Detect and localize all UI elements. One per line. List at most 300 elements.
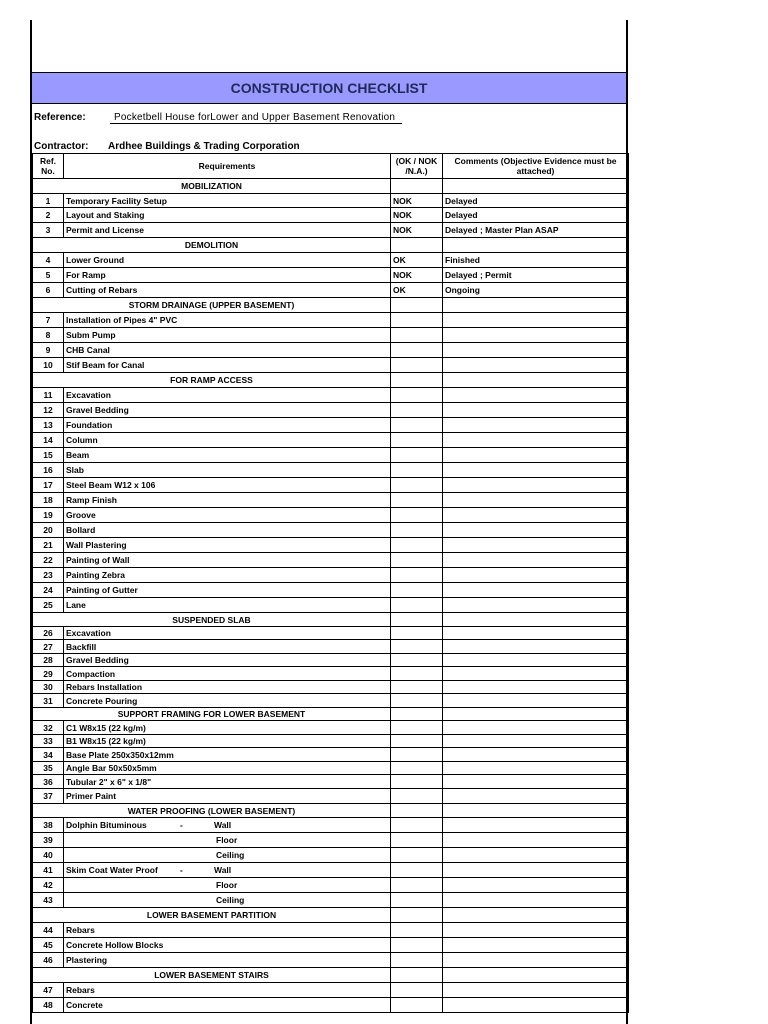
- comment-cell: [443, 627, 629, 640]
- requirement-cell: Compaction: [64, 667, 391, 681]
- table-row: [33, 667, 629, 681]
- comment-cell: [443, 568, 629, 583]
- comment-cell: [443, 328, 629, 343]
- status-cell: [391, 403, 443, 418]
- requirement-cell: Stif Beam for Canal: [64, 358, 391, 373]
- comment-cell: [443, 804, 629, 818]
- requirement-cell: Tubular 2" x 6" x 1/8": [64, 775, 391, 789]
- comment-cell: Delayed: [443, 208, 629, 223]
- section-label: DEMOLITION: [33, 238, 391, 253]
- requirement-cell: [64, 863, 391, 878]
- ref-no-cell: 1: [33, 194, 64, 208]
- table-row: [33, 268, 629, 283]
- comment-cell: [443, 681, 629, 694]
- comment-cell: [443, 388, 629, 403]
- ref-no-cell: 11: [33, 388, 64, 403]
- status-cell: [391, 640, 443, 654]
- ref-no-cell: 33: [33, 735, 64, 748]
- comment-cell: [443, 667, 629, 681]
- requirement-text: [66, 879, 180, 891]
- ref-no-cell: 31: [33, 694, 64, 708]
- requirement-separator: -: [180, 820, 183, 830]
- status-cell: [391, 613, 443, 627]
- requirement-cell: Excavation: [64, 388, 391, 403]
- section-row: [33, 298, 629, 313]
- requirement-cell: Concrete Pouring: [64, 694, 391, 708]
- status-cell: [391, 313, 443, 328]
- comment-cell: [443, 478, 629, 493]
- table-row: [33, 953, 629, 968]
- ref-no-cell: 19: [33, 508, 64, 523]
- ref-no-cell: 44: [33, 923, 64, 938]
- comment-cell: [443, 694, 629, 708]
- requirement-cell: Foundation: [64, 418, 391, 433]
- ref-no-cell: 14: [33, 433, 64, 448]
- comment-cell: [443, 538, 629, 553]
- ref-no-cell: 16: [33, 463, 64, 478]
- status-cell: [391, 804, 443, 818]
- ref-no-cell: 13: [33, 418, 64, 433]
- status-cell: [391, 694, 443, 708]
- comment-cell: [443, 298, 629, 313]
- section-label: STORM DRAINAGE (UPPER BASEMENT): [33, 298, 391, 313]
- requirement-cell: Temporary Facility Setup: [64, 194, 391, 208]
- ref-no-cell: 38: [33, 818, 64, 833]
- ref-no-cell: 22: [33, 553, 64, 568]
- ref-no-cell: 10: [33, 358, 64, 373]
- ref-no-cell: 18: [33, 493, 64, 508]
- requirement-subitem: Floor: [216, 835, 238, 845]
- header-requirements: Requirements: [64, 154, 391, 179]
- checklist-table: [32, 153, 629, 1013]
- section-label: WATER PROOFING (LOWER BASEMENT): [33, 804, 391, 818]
- requirement-cell: Cutting of Rebars: [64, 283, 391, 298]
- table-row: [33, 878, 629, 893]
- table-row: [33, 223, 629, 238]
- reference-value: Pocketbell House forLower and Upper Basement Renovation: [110, 112, 402, 124]
- checklist-body: [33, 179, 629, 1013]
- requirement-cell: Gravel Bedding: [64, 654, 391, 667]
- ref-no-cell: 20: [33, 523, 64, 538]
- ref-no-cell: 48: [33, 998, 64, 1013]
- status-cell: [391, 762, 443, 775]
- header-status: (OK / NOK /N.A.): [391, 154, 443, 179]
- status-cell: [391, 538, 443, 553]
- table-row: [33, 654, 629, 667]
- ref-no-cell: 47: [33, 983, 64, 998]
- status-cell: [391, 775, 443, 789]
- table-row: [33, 681, 629, 694]
- status-cell: [391, 418, 443, 433]
- requirement-cell: [64, 833, 391, 848]
- requirement-cell: Primer Paint: [64, 789, 391, 804]
- comment-cell: [443, 418, 629, 433]
- comment-cell: [443, 523, 629, 538]
- status-cell: [391, 508, 443, 523]
- comment-cell: Delayed: [443, 194, 629, 208]
- status-cell: [391, 735, 443, 748]
- status-cell: [391, 493, 443, 508]
- comment-cell: [443, 893, 629, 908]
- requirement-cell: Steel Beam W12 x 106: [64, 478, 391, 493]
- table-row: [33, 923, 629, 938]
- requirement-cell: Bollard: [64, 523, 391, 538]
- requirement-cell: [64, 893, 391, 908]
- table-row: [33, 418, 629, 433]
- requirement-cell: Groove: [64, 508, 391, 523]
- table-row: [33, 762, 629, 775]
- table-row: [33, 640, 629, 654]
- comment-cell: [443, 358, 629, 373]
- requirement-cell: [64, 878, 391, 893]
- table-row: [33, 343, 629, 358]
- requirement-cell: Installation of Pipes 4" PVC: [64, 313, 391, 328]
- comment-cell: [443, 818, 629, 833]
- requirement-cell: [64, 818, 391, 833]
- section-label: FOR RAMP ACCESS: [33, 373, 391, 388]
- comment-cell: Delayed ; Master Plan ASAP: [443, 223, 629, 238]
- table-row: [33, 313, 629, 328]
- ref-no-cell: 45: [33, 938, 64, 953]
- ref-no-cell: 8: [33, 328, 64, 343]
- requirement-cell: Slab: [64, 463, 391, 478]
- comment-cell: [443, 463, 629, 478]
- comment-cell: [443, 654, 629, 667]
- table-row: [33, 568, 629, 583]
- ref-no-cell: 17: [33, 478, 64, 493]
- comment-cell: [443, 938, 629, 953]
- table-row: [33, 433, 629, 448]
- status-cell: [391, 358, 443, 373]
- comment-cell: [443, 640, 629, 654]
- comment-cell: [443, 775, 629, 789]
- table-row: [33, 775, 629, 789]
- table-row: [33, 358, 629, 373]
- ref-no-cell: 25: [33, 598, 64, 613]
- comment-cell: [443, 863, 629, 878]
- requirement-cell: Painting Zebra: [64, 568, 391, 583]
- status-cell: [391, 388, 443, 403]
- ref-no-cell: 41: [33, 863, 64, 878]
- table-row: [33, 388, 629, 403]
- comment-cell: [443, 748, 629, 762]
- requirement-cell: Permit and License: [64, 223, 391, 238]
- reference-label: Reference:: [34, 112, 86, 123]
- status-cell: [391, 523, 443, 538]
- table-row: [33, 848, 629, 863]
- status-cell: [391, 373, 443, 388]
- requirement-cell: C1 W8x15 (22 kg/m): [64, 721, 391, 735]
- ref-no-cell: 24: [33, 583, 64, 598]
- status-cell: OK: [391, 283, 443, 298]
- requirement-cell: Layout and Staking: [64, 208, 391, 223]
- ref-no-cell: 46: [33, 953, 64, 968]
- status-cell: NOK: [391, 268, 443, 283]
- requirement-cell: Ramp Finish: [64, 493, 391, 508]
- status-cell: [391, 748, 443, 762]
- status-cell: NOK: [391, 208, 443, 223]
- requirement-cell: Painting of Wall: [64, 553, 391, 568]
- comment-cell: [443, 313, 629, 328]
- comment-cell: Ongoing: [443, 283, 629, 298]
- page-title: CONSTRUCTION CHECKLIST: [32, 72, 626, 104]
- ref-no-cell: 7: [33, 313, 64, 328]
- section-label: LOWER BASEMENT PARTITION: [33, 908, 391, 923]
- requirement-text: [66, 894, 180, 906]
- contractor-value: Ardhee Buildings & Trading Corporation: [108, 141, 300, 152]
- ref-no-cell: 37: [33, 789, 64, 804]
- ref-no-cell: 6: [33, 283, 64, 298]
- table-row: [33, 448, 629, 463]
- table-row: [33, 735, 629, 748]
- requirement-subitem: Ceiling: [216, 850, 245, 860]
- section-row: [33, 708, 629, 721]
- table-row: [33, 818, 629, 833]
- comment-cell: [443, 833, 629, 848]
- table-header-row: [33, 154, 629, 179]
- ref-no-cell: 5: [33, 268, 64, 283]
- section-row: [33, 968, 629, 983]
- comment-cell: [443, 908, 629, 923]
- ref-no-cell: 21: [33, 538, 64, 553]
- table-row: [33, 789, 629, 804]
- table-row: [33, 627, 629, 640]
- section-row: [33, 908, 629, 923]
- status-cell: [391, 583, 443, 598]
- requirement-subitem: Wall: [214, 865, 232, 875]
- ref-no-cell: 40: [33, 848, 64, 863]
- requirement-cell: Rebars: [64, 983, 391, 998]
- status-cell: [391, 328, 443, 343]
- requirement-cell: Excavation: [64, 627, 391, 640]
- ref-no-cell: 3: [33, 223, 64, 238]
- requirement-cell: Subm Pump: [64, 328, 391, 343]
- status-cell: [391, 568, 443, 583]
- status-cell: [391, 463, 443, 478]
- ref-no-cell: 2: [33, 208, 64, 223]
- section-row: [33, 238, 629, 253]
- status-cell: [391, 863, 443, 878]
- comment-cell: Delayed ; Permit: [443, 268, 629, 283]
- table-row: [33, 463, 629, 478]
- comment-cell: [443, 553, 629, 568]
- table-row: [33, 403, 629, 418]
- ref-no-cell: 30: [33, 681, 64, 694]
- requirement-cell: Plastering: [64, 953, 391, 968]
- table-row: [33, 538, 629, 553]
- requirement-cell: For Ramp: [64, 268, 391, 283]
- contractor-label: Contractor:: [34, 141, 89, 152]
- comment-cell: [443, 613, 629, 627]
- ref-no-cell: 27: [33, 640, 64, 654]
- table-row: [33, 508, 629, 523]
- table-row: [33, 748, 629, 762]
- status-cell: [391, 878, 443, 893]
- status-cell: [391, 179, 443, 194]
- status-cell: [391, 968, 443, 983]
- comment-cell: [443, 373, 629, 388]
- comment-cell: [443, 878, 629, 893]
- section-label: SUPPORT FRAMING FOR LOWER BASEMENT: [33, 708, 391, 721]
- section-label: LOWER BASEMENT STAIRS: [33, 968, 391, 983]
- requirement-subitem: Floor: [216, 880, 238, 890]
- requirement-cell: Lane: [64, 598, 391, 613]
- requirement-cell: Wall Plastering: [64, 538, 391, 553]
- ref-no-cell: 39: [33, 833, 64, 848]
- comment-cell: [443, 968, 629, 983]
- comment-cell: [443, 762, 629, 775]
- table-row: [33, 253, 629, 268]
- status-cell: [391, 298, 443, 313]
- comment-cell: [443, 448, 629, 463]
- ref-no-cell: 23: [33, 568, 64, 583]
- requirement-cell: Painting of Gutter: [64, 583, 391, 598]
- status-cell: OK: [391, 253, 443, 268]
- comment-cell: [443, 923, 629, 938]
- table-row: [33, 493, 629, 508]
- table-row: [33, 938, 629, 953]
- comment-cell: [443, 598, 629, 613]
- requirement-cell: Lower Ground: [64, 253, 391, 268]
- table-row: [33, 983, 629, 998]
- status-cell: [391, 681, 443, 694]
- status-cell: [391, 908, 443, 923]
- status-cell: [391, 598, 443, 613]
- table-row: [33, 583, 629, 598]
- comment-cell: [443, 403, 629, 418]
- table-row: [33, 893, 629, 908]
- table-row: [33, 863, 629, 878]
- comment-cell: [443, 238, 629, 253]
- requirement-subitem: Ceiling: [216, 895, 245, 905]
- comment-cell: [443, 708, 629, 721]
- status-cell: [391, 238, 443, 253]
- status-cell: [391, 833, 443, 848]
- ref-no-cell: 36: [33, 775, 64, 789]
- status-cell: [391, 923, 443, 938]
- status-cell: [391, 893, 443, 908]
- requirement-text: [66, 849, 180, 861]
- ref-no-cell: 4: [33, 253, 64, 268]
- requirement-cell: Backfill: [64, 640, 391, 654]
- status-cell: [391, 789, 443, 804]
- comment-cell: [443, 493, 629, 508]
- requirement-text: Dolphin Bituminous: [66, 820, 147, 830]
- ref-no-cell: 26: [33, 627, 64, 640]
- comment-cell: [443, 983, 629, 998]
- requirement-cell: Beam: [64, 448, 391, 463]
- table-row: [33, 553, 629, 568]
- comment-cell: [443, 789, 629, 804]
- status-cell: [391, 654, 443, 667]
- header-comments: Comments (Objective Evidence must be attached): [443, 154, 629, 179]
- requirement-text: [66, 834, 180, 846]
- comment-cell: [443, 508, 629, 523]
- table-row: [33, 328, 629, 343]
- status-cell: [391, 448, 443, 463]
- status-cell: [391, 998, 443, 1013]
- requirement-separator: [180, 894, 210, 906]
- table-row: [33, 833, 629, 848]
- status-cell: [391, 953, 443, 968]
- status-cell: [391, 627, 443, 640]
- comment-cell: [443, 721, 629, 735]
- requirement-cell: Base Plate 250x350x12mm: [64, 748, 391, 762]
- section-row: [33, 373, 629, 388]
- status-cell: NOK: [391, 223, 443, 238]
- comment-cell: [443, 433, 629, 448]
- requirement-separator: [180, 849, 210, 861]
- table-row: [33, 721, 629, 735]
- status-cell: [391, 478, 443, 493]
- table-row: [33, 694, 629, 708]
- status-cell: [391, 818, 443, 833]
- table-row: [33, 194, 629, 208]
- section-row: [33, 179, 629, 194]
- checklist-sheet: [30, 20, 628, 1024]
- status-cell: [391, 938, 443, 953]
- requirement-cell: Angle Bar 50x50x5mm: [64, 762, 391, 775]
- requirement-separator: -: [180, 865, 183, 875]
- comment-cell: [443, 998, 629, 1013]
- section-row: [33, 804, 629, 818]
- requirement-cell: [64, 848, 391, 863]
- ref-no-cell: 35: [33, 762, 64, 775]
- table-row: [33, 208, 629, 223]
- requirement-cell: Rebars Installation: [64, 681, 391, 694]
- header-ref-no: Ref. No.: [33, 154, 64, 179]
- requirement-cell: CHB Canal: [64, 343, 391, 358]
- status-cell: [391, 708, 443, 721]
- comment-cell: [443, 343, 629, 358]
- requirement-subitem: Wall: [214, 820, 232, 830]
- ref-no-cell: 15: [33, 448, 64, 463]
- status-cell: [391, 433, 443, 448]
- table-row: [33, 598, 629, 613]
- ref-no-cell: 34: [33, 748, 64, 762]
- comment-cell: [443, 179, 629, 194]
- ref-no-cell: 12: [33, 403, 64, 418]
- ref-no-cell: 43: [33, 893, 64, 908]
- table-row: [33, 478, 629, 493]
- table-row: [33, 283, 629, 298]
- comment-cell: [443, 848, 629, 863]
- status-cell: [391, 721, 443, 735]
- requirement-cell: Concrete: [64, 998, 391, 1013]
- status-cell: [391, 667, 443, 681]
- requirement-cell: Concrete Hollow Blocks: [64, 938, 391, 953]
- status-cell: [391, 848, 443, 863]
- requirement-separator: [180, 834, 210, 846]
- comment-cell: [443, 583, 629, 598]
- section-label: SUSPENDED SLAB: [33, 613, 391, 627]
- section-row: [33, 613, 629, 627]
- ref-no-cell: 9: [33, 343, 64, 358]
- ref-no-cell: 32: [33, 721, 64, 735]
- table-row: [33, 998, 629, 1013]
- comment-cell: Finished: [443, 253, 629, 268]
- ref-no-cell: 29: [33, 667, 64, 681]
- status-cell: [391, 343, 443, 358]
- status-cell: [391, 553, 443, 568]
- requirement-cell: Column: [64, 433, 391, 448]
- status-cell: [391, 983, 443, 998]
- ref-no-cell: 42: [33, 878, 64, 893]
- status-cell: NOK: [391, 194, 443, 208]
- section-label: MOBILIZATION: [33, 179, 391, 194]
- requirement-text: Skim Coat Water Proof: [66, 865, 158, 875]
- comment-cell: [443, 953, 629, 968]
